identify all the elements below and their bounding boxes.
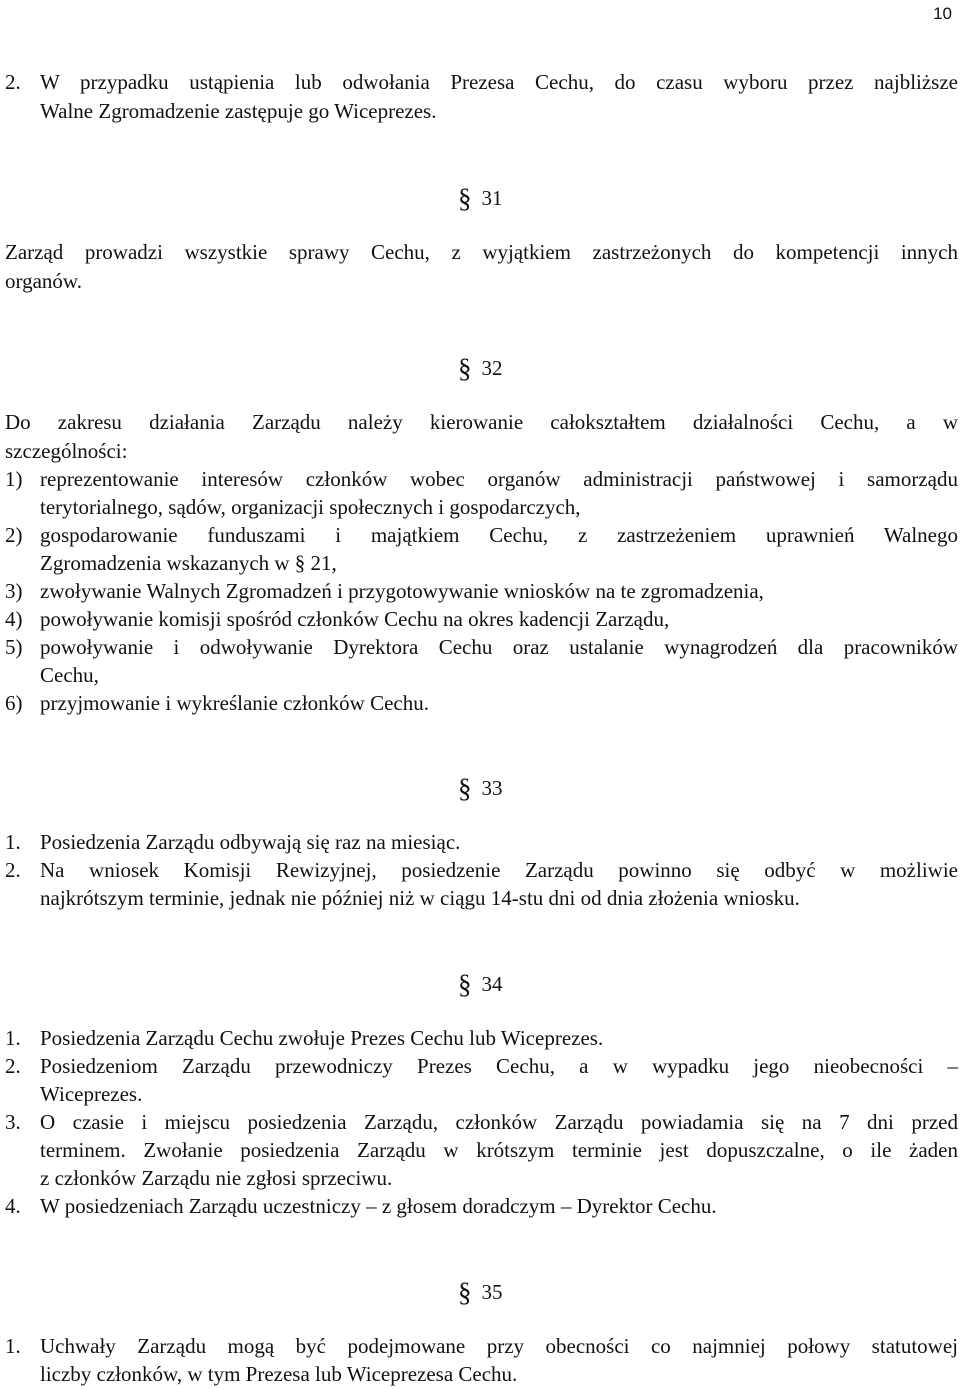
section-symbol: § (458, 183, 472, 213)
list-item-line: powoływanie i odwoływanie Dyrektora Cechu oraz ustalanie wynagrodzeń dla pracowników (40, 635, 958, 659)
list-item-number: 3) (5, 579, 23, 603)
list-item-line: Cechu, (40, 663, 99, 687)
list-item-line: reprezentowanie interesów członków wobec organów administracji państwowej i samorządu (40, 467, 958, 491)
paragraph-line: szczególności: (5, 439, 128, 463)
intro-item-number: 2. (5, 70, 21, 94)
paragraph-line: Do zakresu działania Zarządu należy kierowanie całokształtem działalności Cechu, a w (5, 410, 958, 434)
list-item-line: Posiedzeniom Zarządu przewodniczy Prezes Cechu, a w wypadku jego nieobecności – (40, 1054, 958, 1078)
list-item-number: 1) (5, 467, 23, 491)
section-heading (458, 353, 503, 381)
list-item-line: Zgromadzenia wskazanych w § 21, (40, 551, 337, 575)
list-item-line: powoływanie komisji spośród członków Cechu na okres kadencji Zarządu, (40, 607, 670, 631)
list-item-line: Posiedzenia Zarządu Cechu zwołuje Prezes Cechu lub Wiceprezes. (40, 1026, 604, 1050)
section-number: 32 (481, 356, 503, 380)
section-symbol: § (458, 773, 472, 803)
list-item-line: liczby członków, w tym Prezesa lub Wiceprezesa Cechu. (40, 1362, 518, 1386)
list-item-line: zwoływanie Walnych Zgromadzeń i przygotowywanie wniosków na te zgromadzenia, (40, 579, 764, 603)
section-heading (458, 1277, 503, 1305)
list-item-number: 2) (5, 523, 23, 547)
list-item-line: Na wniosek Komisji Rewizyjnej, posiedzenie Zarządu powinno się odbyć w możliwie (40, 858, 958, 882)
section-heading (458, 773, 503, 801)
list-item-number: 2. (5, 1054, 21, 1078)
section-number: 35 (481, 1280, 503, 1304)
list-item-number: 1. (5, 1026, 21, 1050)
intro-text-line: W przypadku ustąpienia lub odwołania Prezesa Cechu, do czasu wyboru przez najbliższe (40, 70, 958, 94)
paragraph-line: Zarząd prowadzi wszystkie sprawy Cechu, z wyjątkiem zastrzeżonych do kompetencji innych (5, 240, 958, 264)
list-item-number: 4) (5, 607, 23, 631)
list-item-line: najkrótszym terminie, jednak nie później niż w ciągu 14-stu dni od dnia złożenia wniosku. (40, 886, 800, 910)
list-item-line: Wiceprezes. (40, 1082, 143, 1106)
section-heading (458, 969, 503, 997)
list-item-number: 6) (5, 691, 23, 715)
section-symbol: § (458, 1277, 472, 1307)
list-item-number: 5) (5, 635, 23, 659)
list-item-line: terytorialnego, sądów, organizacji społecznych i gospodarczych, (40, 495, 581, 519)
section-number: 34 (481, 972, 503, 996)
list-item-line: z członków Zarządu nie zgłosi sprzeciwu. (40, 1166, 393, 1190)
section-number: 33 (481, 776, 503, 800)
list-item-line: terminem. Zwołanie posiedzenia Zarządu w krótszym terminie jest dopuszczalne, o ile żaden (40, 1138, 958, 1162)
page-number: 10 (933, 4, 952, 23)
list-item-number: 1. (5, 830, 21, 854)
list-item-line: gospodarowanie funduszami i majątkiem Cechu, z zastrzeżeniem uprawnień Walnego (40, 523, 958, 547)
section-number: 31 (481, 186, 503, 210)
intro-text-line: Walne Zgromadzenie zastępuje go Wiceprezes. (40, 99, 437, 123)
list-item-number: 2. (5, 858, 21, 882)
list-item-line: O czasie i miejscu posiedzenia Zarządu, członków Zarządu powiadamia się na 7 dni przed (40, 1110, 958, 1134)
list-item-number: 4. (5, 1194, 21, 1218)
list-item-line: Posiedzenia Zarządu odbywają się raz na miesiąc. (40, 830, 461, 854)
list-item-number: 1. (5, 1334, 21, 1358)
section-symbol: § (458, 969, 472, 999)
section-heading (458, 183, 503, 211)
list-item-line: Uchwały Zarządu mogą być podejmowane przy obecności co najmniej połowy statutowej (40, 1334, 958, 1358)
list-item-number: 3. (5, 1110, 21, 1134)
section-symbol: § (458, 353, 472, 383)
paragraph-line: organów. (5, 269, 82, 293)
list-item-line: przyjmowanie i wykreślanie członków Cechu. (40, 691, 429, 715)
list-item-line: W posiedzeniach Zarządu uczestniczy – z głosem doradczym – Dyrektor Cechu. (40, 1194, 717, 1218)
